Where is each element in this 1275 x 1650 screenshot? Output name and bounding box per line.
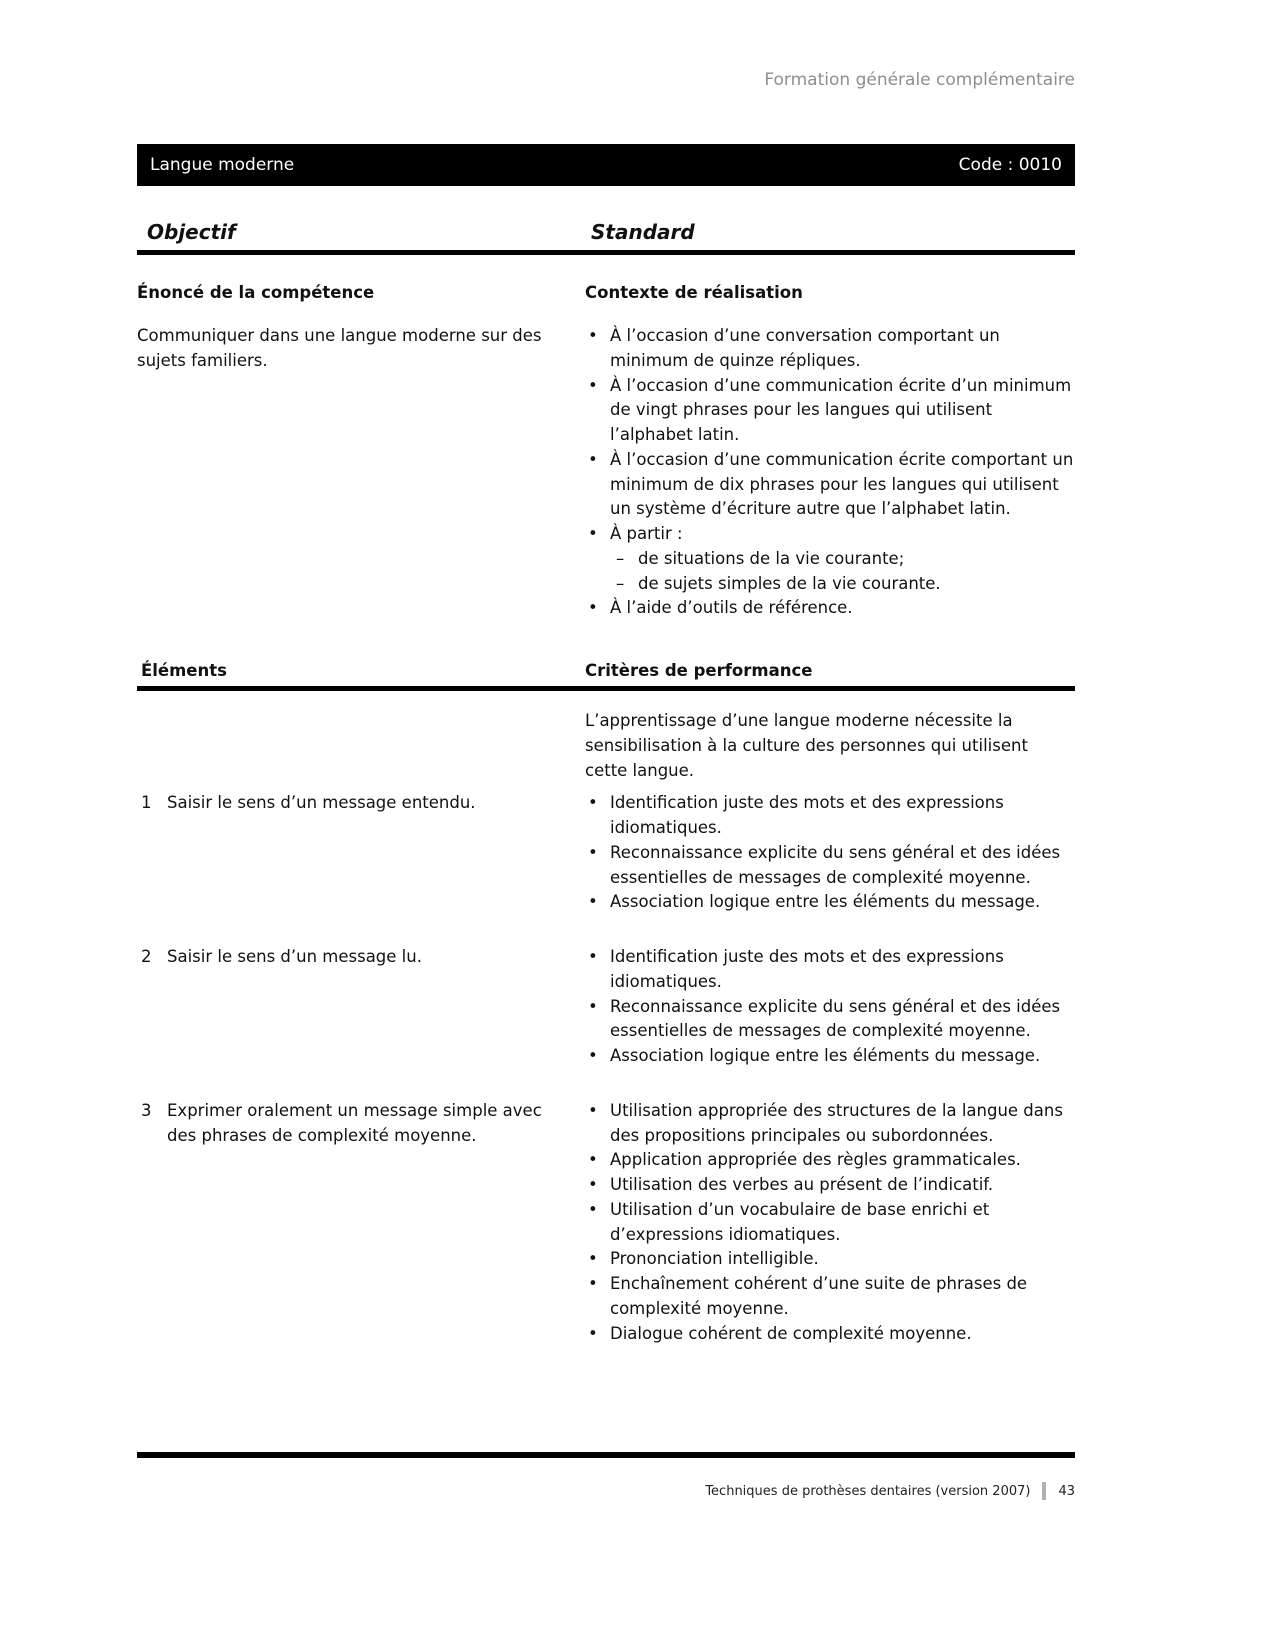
criteria-item: • Utilisation appropriée des structures de la langue dans des propositions principales ou subordonnées.: [585, 1099, 1075, 1149]
list-item: • À l’occasion d’une conversation comportant un minimum de quinze répliques.: [585, 324, 1075, 374]
criteria-item: • Reconnaissance explicite du sens général et des idées essentielles de messages de complexité moyenne.: [585, 995, 1075, 1045]
dash-item: – de situations de la vie courante;: [616, 547, 1075, 572]
section-divider: [137, 686, 1075, 691]
dash-item: – de sujets simples de la vie courante.: [616, 572, 1075, 597]
element-text: Saisir le sens d’un message entendu.: [167, 793, 476, 813]
page-number: 43: [1058, 1483, 1075, 1499]
element-cell: [137, 1099, 585, 1347]
elements-header: Éléments: [141, 661, 227, 681]
section-divider: [137, 250, 1075, 255]
criteria-cell: [585, 791, 1075, 915]
enonce-text: Communiquer dans une langue moderne sur des sujets familiers.: [137, 326, 542, 370]
criteria-list: [585, 1099, 1075, 1347]
criteria-item: • Identification juste des mots et des expressions idiomatiques.: [585, 945, 1075, 995]
criteria-cell: [585, 945, 1075, 1069]
running-header: Formation générale complémentaire: [764, 70, 1075, 90]
criteria-item: • Utilisation d’un vocabulaire de base enrichi et d’expressions idiomatiques.: [585, 1198, 1075, 1248]
column-headers: [137, 220, 1075, 244]
list-item: • À l’aide d’outils de référence.: [585, 596, 1075, 621]
criteria-item: • Reconnaissance explicite du sens général et des idées essentielles de messages de complexité moyenne.: [585, 841, 1075, 891]
criteria-item: • Association logique entre les éléments du message.: [585, 890, 1075, 915]
element-text: Saisir le sens d’un message lu.: [167, 947, 422, 967]
criteria-item: • Prononciation intelligible.: [585, 1247, 1075, 1272]
enonce-title: Énoncé de la compétence: [137, 283, 375, 302]
contexte-title: Contexte de réalisation: [585, 283, 803, 302]
element-number: 3: [141, 1100, 152, 1120]
criteria-list: [585, 791, 1075, 915]
objectif-column: [137, 281, 585, 621]
element-row: [137, 1099, 1075, 1347]
document-page: [137, 0, 1075, 1346]
element-cell: [137, 945, 585, 1069]
list-item: • À l’occasion d’une communication écrite comportant un minimum de dix phrases pour les langues qui utilisent un système d’écriture autre que l’alphabet latin.: [585, 448, 1075, 522]
course-code: Code : 0010: [958, 155, 1062, 175]
performance-intro-row: [137, 709, 1075, 783]
empty-cell: [137, 709, 585, 783]
footer-separator: [1042, 1482, 1046, 1500]
criteria-cell: [585, 1099, 1075, 1347]
element-text: Exprimer oralement un message simple avec des phrases de complexité moyenne.: [167, 1100, 542, 1145]
performance-intro: L’apprentissage d’une langue moderne nécessite la sensibilisation à la culture des personnes qui utilisent cette langue.: [585, 711, 1028, 780]
criteria-item: • Identification juste des mots et des expressions idiomatiques.: [585, 791, 1075, 841]
criteria-item: • Enchaînement cohérent d’une suite de phrases de complexité moyenne.: [585, 1272, 1075, 1322]
element-number: 2: [141, 947, 152, 967]
criteres-header: Critères de performance: [585, 661, 813, 681]
criteria-item: • Dialogue cohérent de complexité moyenne.: [585, 1322, 1075, 1347]
contexte-list: [585, 324, 1075, 621]
criteria-item: • Utilisation des verbes au présent de l’indicatif.: [585, 1173, 1075, 1198]
standard-column: [585, 281, 1075, 621]
course-name: Langue moderne: [150, 155, 295, 175]
standard-header: Standard: [591, 220, 695, 244]
footer-text: Techniques de prothèses dentaires (version 2007): [705, 1483, 1031, 1499]
footer-line: [137, 1482, 1075, 1500]
footer: [137, 1452, 1075, 1500]
element-cell: [137, 791, 585, 915]
element-number: 1: [141, 793, 152, 813]
criteria-item: • Association logique entre les éléments du message.: [585, 1044, 1075, 1069]
list-item: • À l’occasion d’une communication écrite d’un minimum de vingt phrases pour les langues qui utilisent l’alphabet latin.: [585, 374, 1075, 448]
criteria-item: • Application appropriée des règles grammaticales.: [585, 1148, 1075, 1173]
course-title-bar: [137, 144, 1075, 186]
list-item: [585, 522, 1075, 596]
criteria-list: [585, 945, 1075, 1069]
element-row: [137, 791, 1075, 915]
element-row: [137, 945, 1075, 1069]
sub-list: [610, 547, 1075, 597]
objectif-header: Objectif: [147, 220, 236, 244]
section1-content: [137, 281, 1075, 621]
list-item-text: À partir :: [610, 524, 683, 544]
section2-headers: [137, 661, 1075, 680]
footer-divider: [137, 1452, 1075, 1458]
